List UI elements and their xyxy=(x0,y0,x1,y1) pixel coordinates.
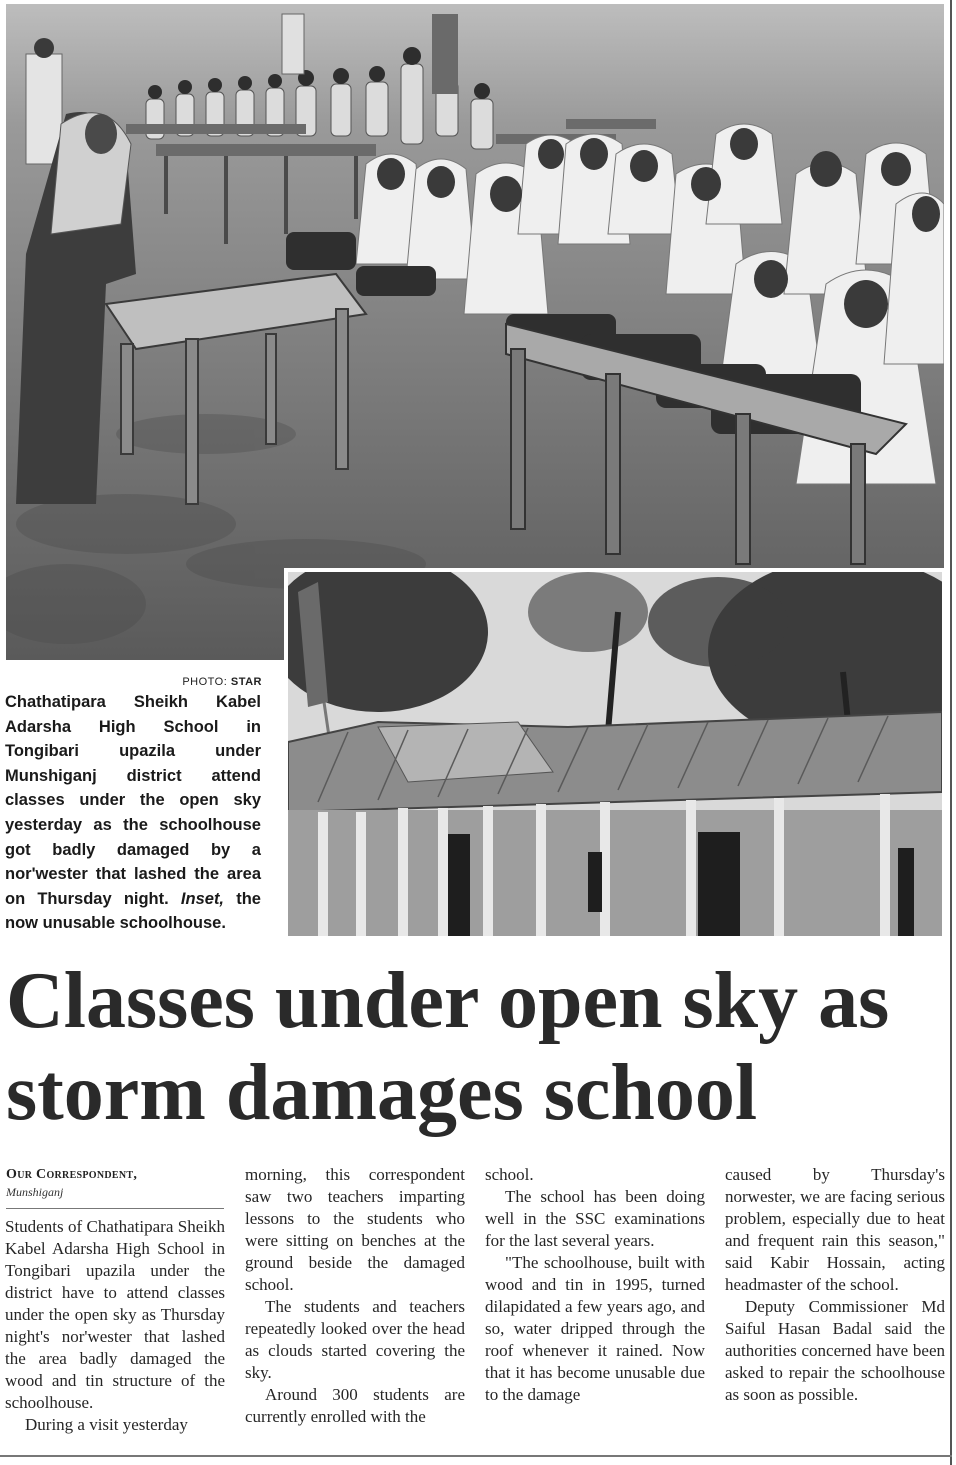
byline-place: Munshiganj xyxy=(6,1185,64,1199)
article-column-1 xyxy=(5,1216,225,1436)
byline-name: Our Correspondent, xyxy=(6,1167,138,1182)
caption-tail-text: the now unusable schoolhouse. xyxy=(5,889,261,933)
photo-caption xyxy=(5,690,261,936)
paragraph: school. xyxy=(485,1165,534,1184)
paragraph: Students of Chathatipara Sheikh Kabel Adarsha High School in Tongibari upazila under the district have to attend classes under the open sky as Thursday night's nor'wester that lashed the area badly damaged the wood and tin structure of the schoolhouse. xyxy=(5,1217,225,1412)
paragraph: Around 300 students are currently enrolled with the xyxy=(245,1385,465,1426)
main-photo xyxy=(6,4,944,660)
page-bottom-rule xyxy=(0,1455,952,1457)
article-column-3 xyxy=(485,1164,705,1406)
page-edge-rule xyxy=(950,0,952,1465)
inset-photo xyxy=(284,568,944,938)
paragraph: "The schoolhouse, built with wood and tin in 1995, turned dilapidated a few years ago, and so, water dripped through the roof whenever it rained. Now that it has become unusable due to the damage xyxy=(485,1253,705,1404)
paragraph: The students and teachers repeatedly looked over the head as clouds started covering the sky. xyxy=(245,1297,465,1382)
article-column-2 xyxy=(245,1164,465,1428)
photo-credit-label: PHOTO: xyxy=(182,676,228,688)
caption-inset-word: Inset, xyxy=(180,889,225,908)
paragraph: morning, this correspondent saw two teachers imparting lessons to the students who were sitting on benches at the ground beside the damaged school. xyxy=(245,1165,465,1294)
paragraph: The school has been doing well in the SSC examinations for the last several years. xyxy=(485,1187,705,1250)
byline-divider xyxy=(6,1208,224,1209)
caption-main-text: Chathatipara Sheikh Kabel Adarsha High School in Tongibari upazila under Munshiganj district attend classes under the open sky yesterday as the schoolhouse got badly damaged by a nor'wester that lashed the area on Thursday night. xyxy=(5,693,261,908)
damaged-schoolhouse-image xyxy=(288,572,942,936)
paragraph: Deputy Commissioner Md Saiful Hasan Badal said the authorities concerned have been asked to repair the schoolhouse as soon as possible. xyxy=(725,1297,945,1404)
paragraph: During a visit yesterday xyxy=(25,1415,188,1434)
photo-credit xyxy=(172,676,262,688)
paragraph: caused by Thursday's norwester, we are facing serious problem, especially due to heat and frequent rain this season," said Kabir Hossain, acting headmaster of the school. xyxy=(725,1165,945,1294)
students-outdoor-class-image xyxy=(6,4,944,660)
article-column-4 xyxy=(725,1164,945,1406)
photo-credit-source: STAR xyxy=(230,676,262,688)
headline: Classes under open sky as storm damages school xyxy=(6,957,890,1137)
